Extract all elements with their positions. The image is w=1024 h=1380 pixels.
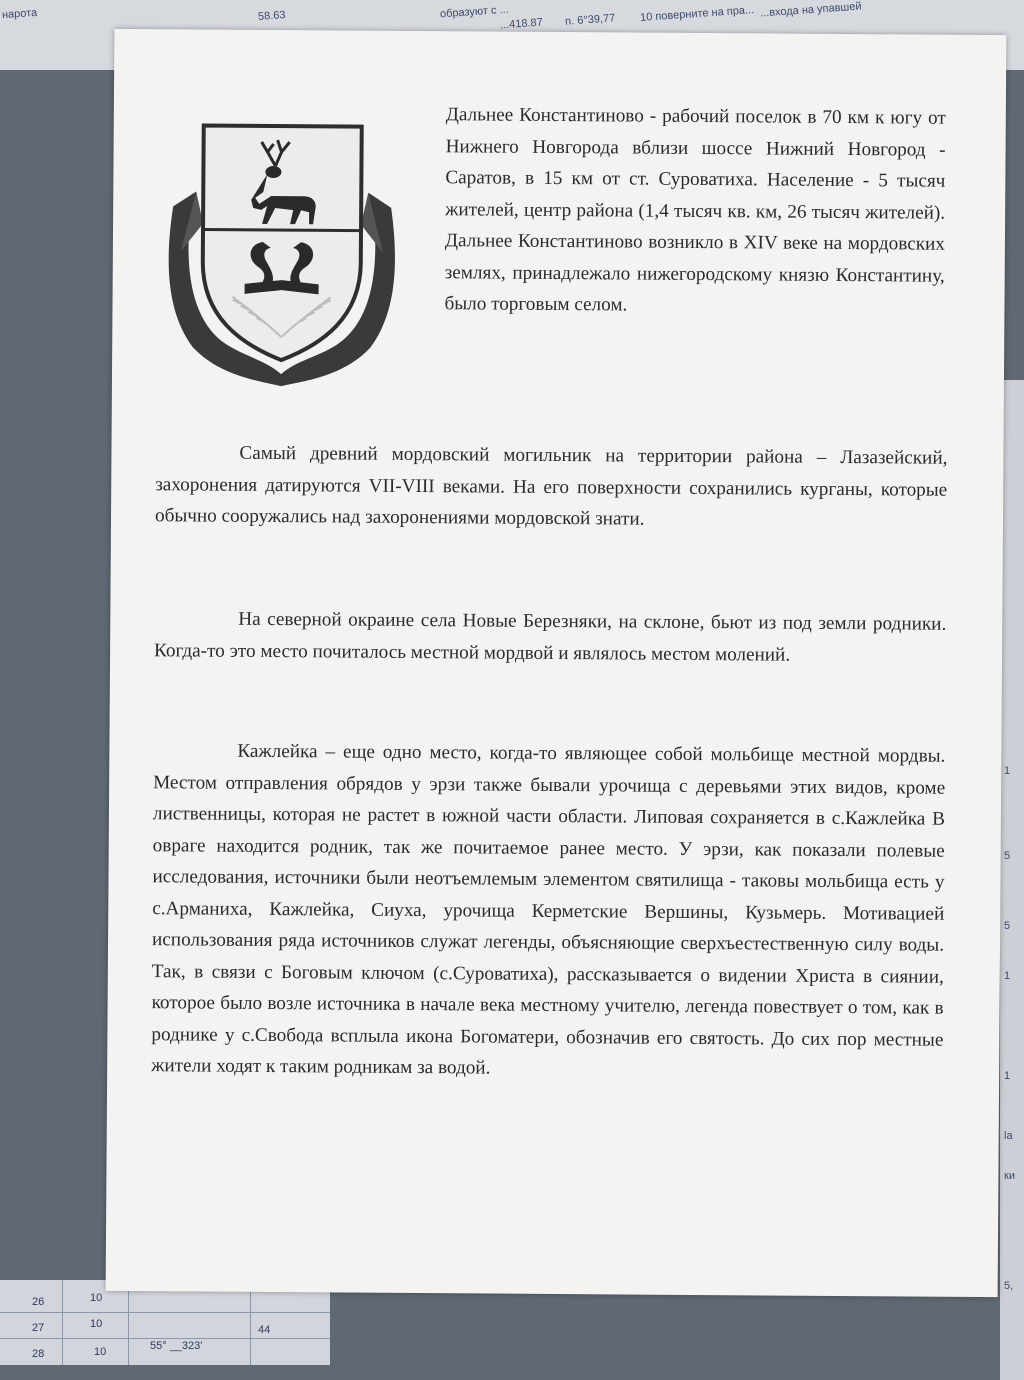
table-line bbox=[250, 1280, 251, 1365]
top-fragment: n. 6°39,77 bbox=[564, 12, 616, 28]
paragraph-burial-ground: Самый древний мордовский могильник на территории района – Лазазейский, захоронения датируются VII-VIII веками. На его поверхности сохранились курганы, которые обычно сооружались над захоронениями мордовской знати. bbox=[154, 442, 948, 530]
top-fragment: нарота bbox=[1, 6, 38, 22]
coat-of-arms-icon bbox=[162, 111, 402, 391]
table-cell: 44 bbox=[258, 1324, 271, 1336]
table-cell: 26 bbox=[32, 1296, 45, 1308]
table-line bbox=[62, 1280, 63, 1365]
table-cell: 10 bbox=[94, 1346, 107, 1358]
top-fragment: ...входа на упавшей bbox=[759, 0, 862, 20]
table-cell: 55° __323' bbox=[150, 1340, 203, 1352]
right-fragment: la bbox=[1004, 1130, 1013, 1142]
right-fragment: 1 bbox=[1004, 765, 1011, 777]
right-fragment: 1 bbox=[1004, 970, 1011, 982]
paragraph-kazhleyka: Кажлейка – еще одно место, когда-то являющее собой мольбище местной мордвы. Местом отправления обрядов у эрзи также бывали урочища с деревьями этих видов, кроме лиственницы, которая не растет в южной части области. Липовая сохраняется в с.Кажлейка В овраге находится родник, так же почитаемое ранее место. У эрзи, как показали полевые исследования, источники были неотъемлемым элементом святилища - таковы мольбища есть у с.Арманиха, Кажлейка, Сиуха, урочища Керметские Вершины, Кузьмерь. Мотивацией использования ряда источников служат легенды, объясняющие сверхъестественную силу воды. Так, в связи с Боговым ключом (с.Суроватиха), рассказывается о видении Христа в сиянии, которое было возле источника в начале века местному учителю, легенда повествует о том, как в роднике у с.Свобода всплыла икона Богоматери, обозначив его святость. До сих пор местные жители ходят к таким родникам за водой. bbox=[151, 740, 946, 1079]
right-fragment: 5, bbox=[1004, 1280, 1014, 1292]
table-cell: 27 bbox=[32, 1322, 45, 1334]
right-fragment: ки bbox=[1004, 1170, 1015, 1182]
paragraph-springs: На северной окраине села Новые Березняки, на склоне, бьют из под земли родники. Когда-то это место почиталось местной мордвой и являлось местом молений. bbox=[154, 608, 947, 666]
right-fragment: 5 bbox=[1004, 920, 1011, 932]
top-fragment: 58.63 bbox=[257, 9, 286, 23]
document-page bbox=[106, 29, 1007, 1297]
right-fragment: 5 bbox=[1004, 850, 1011, 862]
table-line bbox=[128, 1280, 129, 1365]
right-fragment: 1 bbox=[1004, 1070, 1011, 1082]
background-sheet-right bbox=[1000, 380, 1024, 1380]
top-fragment: 10 поверните на пра... bbox=[639, 4, 755, 24]
top-fragment: ...418.87 bbox=[499, 16, 544, 32]
table-cell: 10 bbox=[90, 1318, 103, 1330]
table-line bbox=[0, 1312, 330, 1313]
top-fragment: образуют с ... bbox=[439, 3, 510, 21]
intro-paragraph: Дальнее Константиново - рабочий поселок в 70 км к югу от Нижнего Новгорода вблизи шоссе Нижний Новгород - Саратов, в 15 км от ст. Суроватиха. Население - 5 тысяч жителей, центр района (1,4 тысяч кв. км, 26 тысяч жителей). Дальнее Константиново возникло в XIV веке на мордовских землях, принадлежало нижегородскому князю Константину, было торговым селом. bbox=[444, 104, 946, 316]
table-cell: 10 bbox=[90, 1292, 103, 1304]
table-line bbox=[0, 1338, 330, 1339]
table-cell: 28 bbox=[32, 1348, 45, 1360]
background-table bbox=[0, 1280, 330, 1365]
